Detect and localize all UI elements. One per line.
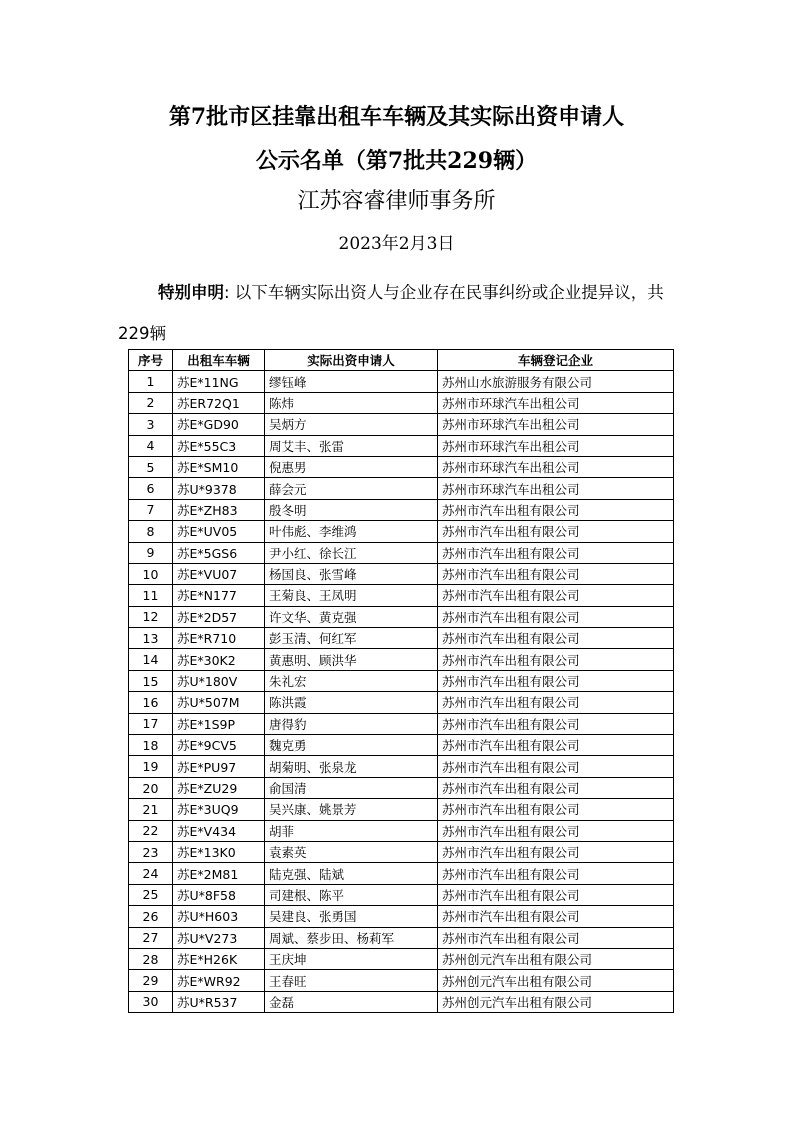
cell-plate: 苏E*UV05 [173, 521, 265, 542]
cell-serial-no: 11 [129, 585, 173, 606]
vehicle-list-table [128, 349, 674, 1013]
table-row [129, 799, 674, 820]
table-row [129, 606, 674, 627]
cell-company: 苏州市环球汽车出租公司 [438, 435, 674, 456]
table-row [129, 713, 674, 734]
cell-company: 苏州市汽车出租有限公司 [438, 649, 674, 670]
cell-company: 苏州市汽车出租有限公司 [438, 777, 674, 798]
cell-serial-no: 16 [129, 692, 173, 713]
table-row [129, 371, 674, 392]
document-date: 2023年2月3日 [338, 234, 455, 254]
cell-company: 苏州市汽车出租有限公司 [438, 863, 674, 884]
cell-serial-no: 26 [129, 906, 173, 927]
table-row [129, 841, 674, 862]
table-row [129, 670, 674, 691]
cell-company: 苏州市汽车出租有限公司 [438, 820, 674, 841]
table-row [129, 478, 674, 499]
table-row [129, 777, 674, 798]
cell-serial-no: 10 [129, 563, 173, 584]
table-header-row [129, 350, 674, 371]
header-applicant: 实际出资申请人 [265, 350, 438, 371]
cell-serial-no: 22 [129, 820, 173, 841]
cell-applicant: 陈炜 [265, 392, 438, 413]
cell-plate: 苏U*8F58 [173, 884, 265, 905]
cell-applicant: 唐得豹 [265, 713, 438, 734]
table-row [129, 906, 674, 927]
cell-serial-no: 4 [129, 435, 173, 456]
cell-company: 苏州市汽车出租有限公司 [438, 884, 674, 905]
cell-plate: 苏E*3UQ9 [173, 799, 265, 820]
table-row [129, 628, 674, 649]
table-row [129, 521, 674, 542]
cell-applicant: 倪惠男 [265, 456, 438, 477]
cell-plate: 苏E*WR92 [173, 970, 265, 991]
cell-plate: 苏E*55C3 [173, 435, 265, 456]
cell-applicant: 周艾丰、张雷 [265, 435, 438, 456]
cell-plate: 苏E*N177 [173, 585, 265, 606]
table-row [129, 863, 674, 884]
table-row [129, 884, 674, 905]
cell-applicant: 金磊 [265, 991, 438, 1012]
cell-company: 苏州市汽车出租有限公司 [438, 585, 674, 606]
cell-serial-no: 6 [129, 478, 173, 499]
table-row [129, 649, 674, 670]
table-row [129, 435, 674, 456]
cell-serial-no: 30 [129, 991, 173, 1012]
cell-plate: 苏U*507M [173, 692, 265, 713]
cell-applicant: 周斌、蔡步田、杨莉军 [265, 927, 438, 948]
cell-applicant: 薛会元 [265, 478, 438, 499]
cell-company: 苏州山水旅游服务有限公司 [438, 371, 674, 392]
cell-company: 苏州创元汽车出租有限公司 [438, 970, 674, 991]
cell-company: 苏州创元汽车出租有限公司 [438, 991, 674, 1012]
table-row [129, 756, 674, 777]
cell-plate: 苏E*1S9P [173, 713, 265, 734]
cell-serial-no: 3 [129, 414, 173, 435]
cell-plate: 苏E*H26K [173, 948, 265, 969]
cell-plate: 苏E*R710 [173, 628, 265, 649]
header-taxi-vehicle: 出租车车辆 [173, 350, 265, 371]
cell-plate: 苏E*5GS6 [173, 542, 265, 563]
cell-company: 苏州市环球汽车出租公司 [438, 456, 674, 477]
table-row [129, 414, 674, 435]
notice-label: 特别申明 [158, 283, 224, 302]
cell-applicant: 许文华、黄克强 [265, 606, 438, 627]
cell-plate: 苏E*PU97 [173, 756, 265, 777]
table-body [129, 371, 674, 1013]
table-row [129, 735, 674, 756]
table-row [129, 991, 674, 1012]
cell-company: 苏州市汽车出租有限公司 [438, 499, 674, 520]
cell-applicant: 朱礼宏 [265, 670, 438, 691]
cell-applicant: 胡菊明、张泉龙 [265, 756, 438, 777]
cell-plate: 苏E*SM10 [173, 456, 265, 477]
cell-plate: 苏U*9378 [173, 478, 265, 499]
header-serial-no: 序号 [129, 350, 173, 371]
cell-applicant: 俞国清 [265, 777, 438, 798]
cell-plate: 苏E*2M81 [173, 863, 265, 884]
cell-serial-no: 14 [129, 649, 173, 670]
cell-plate: 苏E*2D57 [173, 606, 265, 627]
notice-text: : 以下车辆实际出资人与企业存在民事纠纷或企业提异议，共229辆 [118, 283, 664, 343]
document-title-line1: 第7批市区挂靠出租车车辆及其实际出资申请人 [168, 104, 625, 130]
cell-applicant: 王菊良、王凤明 [265, 585, 438, 606]
cell-applicant: 殷冬明 [265, 499, 438, 520]
cell-applicant: 叶伟彪、李维鸿 [265, 521, 438, 542]
cell-serial-no: 8 [129, 521, 173, 542]
cell-serial-no: 25 [129, 884, 173, 905]
cell-serial-no: 27 [129, 927, 173, 948]
cell-company: 苏州市汽车出租有限公司 [438, 756, 674, 777]
cell-serial-no: 17 [129, 713, 173, 734]
cell-plate: 苏E*13K0 [173, 841, 265, 862]
cell-serial-no: 23 [129, 841, 173, 862]
cell-applicant: 陆克强、陆斌 [265, 863, 438, 884]
cell-plate: 苏ER72Q1 [173, 392, 265, 413]
cell-applicant: 吴炳方 [265, 414, 438, 435]
cell-plate: 苏E*ZU29 [173, 777, 265, 798]
table-row [129, 499, 674, 520]
cell-company: 苏州市汽车出租有限公司 [438, 692, 674, 713]
cell-plate: 苏E*11NG [173, 371, 265, 392]
cell-company: 苏州市汽车出租有限公司 [438, 521, 674, 542]
cell-applicant: 缪钰峰 [265, 371, 438, 392]
cell-company: 苏州市汽车出租有限公司 [438, 713, 674, 734]
cell-company: 苏州市汽车出租有限公司 [438, 628, 674, 649]
cell-serial-no: 29 [129, 970, 173, 991]
cell-serial-no: 19 [129, 756, 173, 777]
cell-company: 苏州市汽车出租有限公司 [438, 799, 674, 820]
cell-applicant: 吴建良、张勇国 [265, 906, 438, 927]
cell-applicant: 王庆坤 [265, 948, 438, 969]
cell-plate: 苏E*GD90 [173, 414, 265, 435]
organization-name: 江苏容睿律师事务所 [297, 189, 496, 214]
cell-applicant: 黄惠明、顾洪华 [265, 649, 438, 670]
cell-applicant: 陈洪霞 [265, 692, 438, 713]
cell-plate: 苏U*R537 [173, 991, 265, 1012]
cell-serial-no: 28 [129, 948, 173, 969]
cell-applicant: 魏克勇 [265, 735, 438, 756]
cell-company: 苏州市汽车出租有限公司 [438, 542, 674, 563]
cell-company: 苏州市环球汽车出租公司 [438, 478, 674, 499]
cell-company: 苏州市汽车出租有限公司 [438, 670, 674, 691]
cell-company: 苏州市汽车出租有限公司 [438, 906, 674, 927]
cell-applicant: 胡菲 [265, 820, 438, 841]
cell-serial-no: 15 [129, 670, 173, 691]
cell-serial-no: 9 [129, 542, 173, 563]
table-row [129, 542, 674, 563]
cell-serial-no: 24 [129, 863, 173, 884]
cell-serial-no: 18 [129, 735, 173, 756]
cell-applicant: 杨国良、张雪峰 [265, 563, 438, 584]
cell-serial-no: 13 [129, 628, 173, 649]
cell-serial-no: 1 [129, 371, 173, 392]
table-row [129, 456, 674, 477]
document-title-line2: 公示名单（第7批共229辆） [255, 148, 538, 174]
cell-plate: 苏E*9CV5 [173, 735, 265, 756]
cell-applicant: 彭玉清、何红军 [265, 628, 438, 649]
cell-company: 苏州市汽车出租有限公司 [438, 841, 674, 862]
table-row [129, 563, 674, 584]
cell-serial-no: 20 [129, 777, 173, 798]
cell-plate: 苏U*H603 [173, 906, 265, 927]
cell-company: 苏州市汽车出租有限公司 [438, 563, 674, 584]
cell-applicant: 王春旺 [265, 970, 438, 991]
table-row [129, 692, 674, 713]
cell-plate: 苏E*30K2 [173, 649, 265, 670]
table-row [129, 927, 674, 948]
cell-company: 苏州市汽车出租有限公司 [438, 735, 674, 756]
cell-company: 苏州市环球汽车出租公司 [438, 392, 674, 413]
cell-plate: 苏E*VU07 [173, 563, 265, 584]
table-row [129, 585, 674, 606]
cell-company: 苏州市汽车出租有限公司 [438, 606, 674, 627]
cell-plate: 苏U*180V [173, 670, 265, 691]
cell-serial-no: 21 [129, 799, 173, 820]
cell-applicant: 司建根、陈平 [265, 884, 438, 905]
header-registered-company: 车辆登记企业 [438, 350, 674, 371]
table-row [129, 820, 674, 841]
cell-applicant: 吴兴康、姚景芳 [265, 799, 438, 820]
cell-serial-no: 12 [129, 606, 173, 627]
cell-applicant: 尹小红、徐长江 [265, 542, 438, 563]
cell-serial-no: 5 [129, 456, 173, 477]
cell-company: 苏州市汽车出租有限公司 [438, 927, 674, 948]
table-row [129, 970, 674, 991]
cell-company: 苏州创元汽车出租有限公司 [438, 948, 674, 969]
cell-plate: 苏E*ZH83 [173, 499, 265, 520]
table-row [129, 392, 674, 413]
cell-serial-no: 7 [129, 499, 173, 520]
cell-plate: 苏U*V273 [173, 927, 265, 948]
cell-applicant: 袁素英 [265, 841, 438, 862]
cell-serial-no: 2 [129, 392, 173, 413]
cell-plate: 苏E*V434 [173, 820, 265, 841]
cell-company: 苏州市环球汽车出租公司 [438, 414, 674, 435]
special-notice [118, 272, 678, 354]
table-row [129, 948, 674, 969]
